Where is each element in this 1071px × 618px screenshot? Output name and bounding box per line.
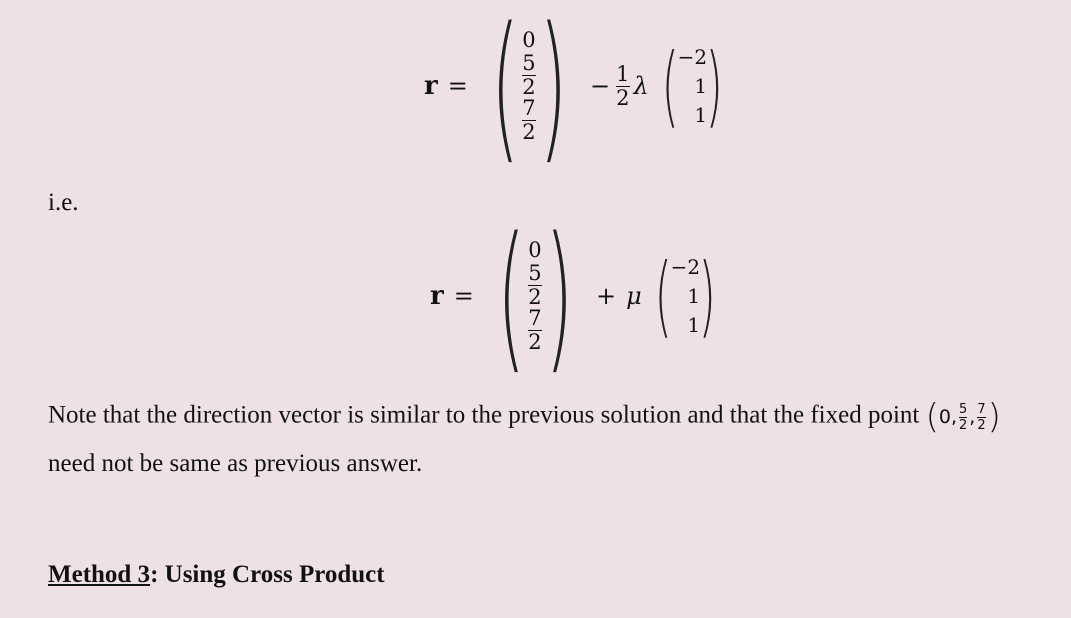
- heading-rest: : Using Cross Product: [150, 561, 385, 588]
- section-heading: [48, 561, 385, 589]
- left-paren: (: [496, 202, 526, 389]
- point-z-den: 2: [522, 119, 536, 144]
- point-separator: ,: [969, 405, 976, 428]
- left-paren: (: [661, 34, 679, 137]
- mu-param: μ: [626, 282, 642, 310]
- dir-y: 1: [694, 73, 708, 98]
- point-y-den: 2: [959, 417, 968, 433]
- point-z-fraction: [977, 403, 985, 432]
- point-close-paren: ): [987, 397, 1001, 437]
- coef-num: 1: [616, 61, 630, 86]
- dir-y: 1: [687, 283, 701, 308]
- plus-sign: +: [596, 282, 617, 310]
- point-z-fraction: [522, 95, 536, 144]
- equation-2: [430, 202, 724, 389]
- minus-sign: −: [590, 72, 611, 100]
- point-z-fraction: [528, 305, 542, 354]
- note-line-2: need not be same as previous answer.: [48, 450, 423, 477]
- lambda-param: λ: [633, 72, 649, 100]
- coef-den: 2: [616, 85, 630, 110]
- direction-vector: [677, 43, 707, 130]
- point-z-den: 2: [528, 329, 542, 354]
- point-y-fraction: [959, 403, 967, 432]
- direction-vector: [670, 253, 700, 340]
- point-open-paren: (: [925, 397, 939, 437]
- point-z-num: 7: [528, 305, 542, 330]
- point-z-num: 7: [977, 401, 986, 417]
- point-y-fraction: [528, 260, 542, 309]
- left-paren: (: [654, 244, 672, 347]
- ie-label: i.e.: [48, 189, 79, 216]
- dir-z: 1: [687, 312, 701, 337]
- note-text: Note that the direction vector is similar to the previous solution and that the fixed point: [48, 401, 920, 429]
- fixed-point: [925, 397, 1001, 437]
- point-x: 0: [528, 238, 542, 263]
- point-x: 0,: [938, 405, 957, 428]
- point-y-den: 2: [522, 74, 536, 99]
- right-paren: ): [705, 34, 723, 137]
- point-y-den: 2: [528, 284, 542, 309]
- point-vector: [522, 29, 535, 142]
- point-z-num: 7: [522, 95, 536, 120]
- point-x: 0: [522, 28, 536, 53]
- vector-r: r: [430, 281, 444, 311]
- point-y-num: 5: [528, 260, 542, 285]
- dir-z: 1: [694, 102, 708, 127]
- equals-sign: =: [447, 72, 468, 100]
- dir-x: −2: [670, 254, 701, 279]
- point-vector: [528, 239, 541, 352]
- equation-1: [424, 0, 731, 179]
- note-line-1: [48, 397, 1001, 437]
- right-paren: ): [544, 202, 573, 389]
- point-z-den: 2: [977, 417, 986, 433]
- point-y-num: 5: [959, 401, 968, 417]
- right-paren: ): [698, 244, 716, 347]
- vector-r: r: [424, 71, 438, 101]
- left-paren: (: [490, 0, 520, 179]
- coefficient-fraction: [616, 61, 630, 110]
- equals-sign: =: [453, 282, 474, 310]
- point-y-fraction: [522, 50, 536, 99]
- heading-label: Method 3: [48, 561, 151, 588]
- dir-x: −2: [677, 44, 708, 69]
- point-y-num: 5: [522, 50, 536, 75]
- right-paren: ): [538, 0, 567, 179]
